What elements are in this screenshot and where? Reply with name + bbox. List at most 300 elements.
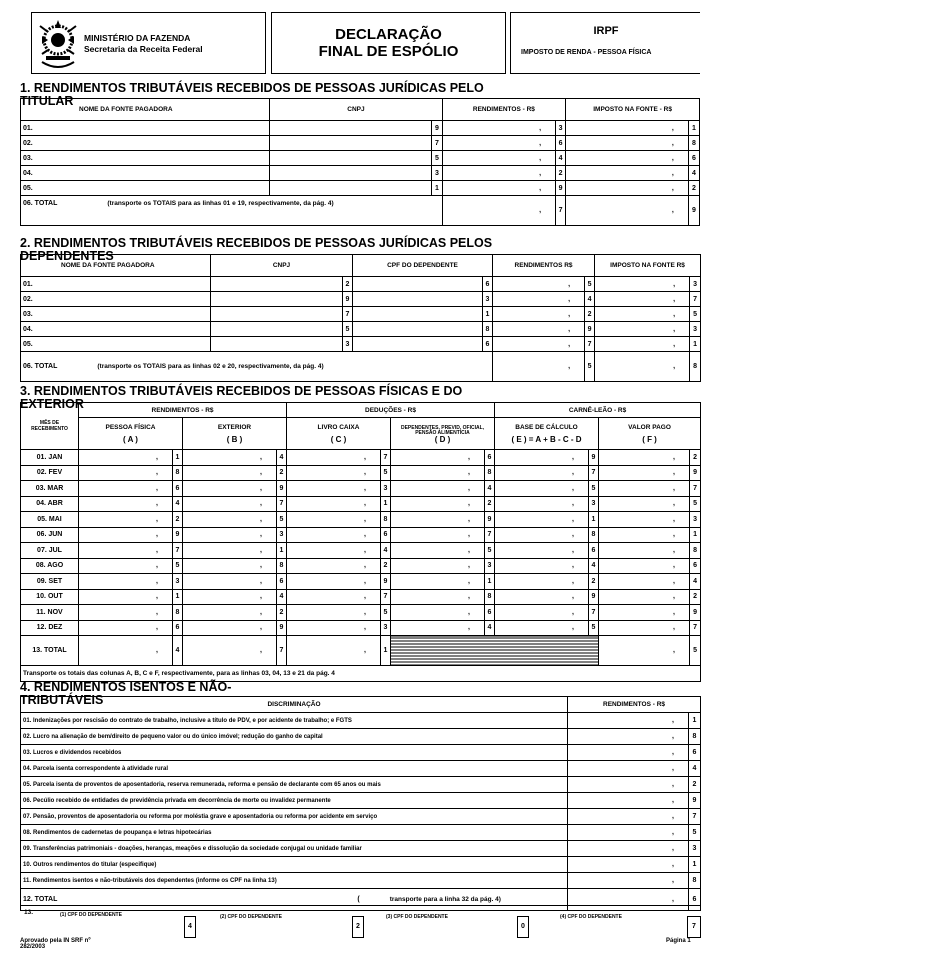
s3-d-field[interactable]: ,: [391, 450, 485, 466]
s1-cnpj-field[interactable]: [270, 181, 432, 196]
s3-a-field[interactable]: ,: [79, 605, 173, 621]
s2-cnpj-field[interactable]: [211, 307, 343, 322]
table-row: [21, 481, 701, 497]
s1-cnpj-field[interactable]: [270, 151, 432, 166]
s3-f-digit: 7: [690, 620, 701, 636]
s2-total-imp[interactable]: ,: [595, 352, 690, 382]
s2-imp-field[interactable]: ,: [595, 277, 690, 292]
s3-b-digit: 6: [277, 574, 287, 590]
title-line-1: DECLARAÇÃO: [335, 26, 442, 43]
s3-a-field[interactable]: ,: [79, 574, 173, 590]
table-row: [21, 745, 701, 761]
s4-row-digit: 7: [689, 809, 701, 825]
s3-e-digit: 1: [589, 512, 599, 528]
s3-a-field[interactable]: ,: [79, 543, 173, 559]
s4-row-value[interactable]: ,: [568, 857, 689, 873]
s3-a-digit: 6: [173, 481, 183, 497]
s3-a-field[interactable]: ,: [79, 620, 173, 636]
table-row: [21, 307, 701, 322]
s2-rend-digit: 7: [585, 337, 595, 352]
s2-cnpj-digit: 7: [343, 307, 353, 322]
s3-b-field[interactable]: ,: [183, 605, 277, 621]
s1-rend-field[interactable]: ,: [442, 121, 556, 136]
s1-imp-field[interactable]: ,: [566, 181, 689, 196]
s3-c-field[interactable]: ,: [287, 450, 381, 466]
s1-imp-field[interactable]: ,: [566, 121, 689, 136]
s3-d-field[interactable]: ,: [391, 496, 485, 512]
s3-b-field[interactable]: ,: [183, 512, 277, 528]
s3-f-field[interactable]: ,: [599, 496, 690, 512]
s3-e-digit: 5: [589, 481, 599, 497]
s1-imp-digit: 8: [688, 136, 699, 151]
s4-row-value[interactable]: ,: [568, 873, 689, 889]
s1-fonte-field[interactable]: 04.: [21, 166, 270, 181]
s3-total-f[interactable]: ,: [599, 636, 690, 666]
s3-d-digit: 8: [485, 589, 495, 605]
s3-total-b[interactable]: ,: [183, 636, 277, 666]
s3-f-field[interactable]: ,: [599, 620, 690, 636]
table-row: [21, 121, 700, 136]
table-row: [21, 450, 701, 466]
s3-a-field[interactable]: ,: [79, 496, 173, 512]
s3-d-field[interactable]: ,: [391, 620, 485, 636]
s4-row-digit: 8: [689, 729, 701, 745]
s3-d-field[interactable]: ,: [391, 574, 485, 590]
s3-d-field[interactable]: ,: [391, 481, 485, 497]
s2-imp-digit: 3: [690, 322, 701, 337]
s3-c-field[interactable]: ,: [287, 481, 381, 497]
s3-a-digit: 7: [173, 543, 183, 559]
s3-a-digit: 9: [173, 527, 183, 543]
s2-cnpj-field[interactable]: [211, 292, 343, 307]
s3-f-field[interactable]: ,: [599, 465, 690, 481]
s3-b-field[interactable]: ,: [183, 620, 277, 636]
s3-f-digit: 5: [690, 496, 701, 512]
s3-d-field[interactable]: ,: [391, 543, 485, 559]
s2-rend-field[interactable]: ,: [493, 307, 585, 322]
s3-total-f-digit: 5: [690, 636, 701, 666]
s3-b-field[interactable]: ,: [183, 589, 277, 605]
s2-fonte-field[interactable]: 05.: [21, 337, 211, 352]
s3-d-digit: 3: [485, 558, 495, 574]
footer-page-number: Página 1: [666, 938, 691, 944]
s3-b-field[interactable]: ,: [183, 574, 277, 590]
cpf-dependente-4-field[interactable]: 7: [687, 916, 701, 938]
s3-f-field[interactable]: ,: [599, 558, 690, 574]
s3-a-field[interactable]: ,: [79, 465, 173, 481]
s1-fonte-field[interactable]: 05.: [21, 181, 270, 196]
s3-d-digit: 6: [485, 450, 495, 466]
s1-cnpj-digit: 9: [432, 121, 442, 136]
section-4-title: 4. RENDIMENTOS ISENTOS E NÃO- TRIBUTÁVEIS: [20, 680, 232, 707]
section-1-table: [20, 98, 700, 226]
s2-total-rend[interactable]: ,: [493, 352, 585, 382]
s2-cnpj-digit: 2: [343, 277, 353, 292]
s3-c-digit: 3: [381, 481, 391, 497]
s1-col-imp: IMPOSTO NA FONTE - R$: [566, 99, 700, 121]
s2-fonte-field[interactable]: 02.: [21, 292, 211, 307]
s4-total-value[interactable]: ,: [568, 889, 689, 911]
table-row: [21, 292, 701, 307]
s3-c-digit: 2: [381, 558, 391, 574]
s3-b-digit: 2: [277, 465, 287, 481]
s1-rend-digit: 9: [556, 181, 566, 196]
s3-total-label: 13. TOTAL: [21, 636, 79, 666]
s3-e-field[interactable]: ,: [495, 543, 589, 559]
s3-d-field[interactable]: ,: [391, 527, 485, 543]
s3-c-field[interactable]: ,: [287, 605, 381, 621]
s3-e-digit: 7: [589, 465, 599, 481]
s3-e-digit: 9: [589, 450, 599, 466]
table-row: [21, 337, 701, 352]
table-row: [21, 181, 700, 196]
s3-col-d: DEPENDENTES, PREVID. OFICIAL, PENSÃO ALIMENTÍCIA ( D ): [391, 418, 495, 450]
s1-imp-field[interactable]: ,: [566, 166, 689, 181]
s3-f-digit: 2: [690, 589, 701, 605]
s3-col-f: VALOR PAGO ( F ): [599, 418, 701, 450]
s1-cnpj-digit: 5: [432, 151, 442, 166]
s3-e-field[interactable]: ,: [495, 620, 589, 636]
s3-f-digit: 3: [690, 512, 701, 528]
s2-imp-digit: 7: [690, 292, 701, 307]
s3-e-field[interactable]: ,: [495, 558, 589, 574]
s3-group-rendimentos: RENDIMENTOS - R$: [79, 403, 287, 418]
table-row: [21, 589, 701, 605]
s3-month-label: 04. ABR: [21, 496, 79, 512]
s2-rend-field[interactable]: ,: [493, 322, 585, 337]
s2-rend-field[interactable]: ,: [493, 277, 585, 292]
table-row: [21, 825, 701, 841]
s3-b-digit: 3: [277, 527, 287, 543]
s3-a-field[interactable]: ,: [79, 589, 173, 605]
s3-e-digit: 6: [589, 543, 599, 559]
s4-row-value[interactable]: ,: [568, 809, 689, 825]
s1-fonte-field[interactable]: 01.: [21, 121, 270, 136]
s3-e-field[interactable]: ,: [495, 496, 589, 512]
s1-total-rend[interactable]: ,: [442, 196, 556, 226]
s3-c-field[interactable]: ,: [287, 558, 381, 574]
s1-total-row: 06. TOTAL (transporte os TOTAIS para as linhas 01 e 19, respectivamente, da pág. 4): [21, 196, 443, 226]
s3-f-digit: 9: [690, 605, 701, 621]
section-3-table: [20, 402, 701, 682]
s3-b-field[interactable]: ,: [183, 527, 277, 543]
s3-f-field[interactable]: ,: [599, 450, 690, 466]
table-row: [21, 558, 701, 574]
s3-e-field[interactable]: ,: [495, 465, 589, 481]
s2-cpf-digit: 6: [483, 277, 493, 292]
s3-e-digit: 8: [589, 527, 599, 543]
s3-b-digit: 9: [277, 481, 287, 497]
s3-f-field[interactable]: ,: [599, 512, 690, 528]
s2-col-name: NOME DA FONTE PAGADORA: [21, 255, 211, 277]
s1-cnpj-field[interactable]: [270, 121, 432, 136]
s3-d-field[interactable]: ,: [391, 589, 485, 605]
s1-cnpj-field[interactable]: [270, 166, 432, 181]
s2-fonte-field[interactable]: 01.: [21, 277, 211, 292]
s3-total-c[interactable]: ,: [287, 636, 381, 666]
s2-cpf-field[interactable]: [353, 277, 483, 292]
table-row: [21, 151, 700, 166]
s3-a-digit: 1: [173, 450, 183, 466]
s2-cnpj-field[interactable]: [211, 277, 343, 292]
s4-row-value[interactable]: ,: [568, 841, 689, 857]
form-description: IMPOSTO DE RENDA - PESSOA FÍSICA: [521, 49, 652, 56]
s2-rend-digit: 9: [585, 322, 595, 337]
coat-of-arms-icon: [36, 16, 80, 70]
s3-d-digit: 4: [485, 481, 495, 497]
s2-col-rend: RENDIMENTOS R$: [493, 255, 595, 277]
table-row: [21, 465, 701, 481]
s3-d-field[interactable]: ,: [391, 512, 485, 528]
s4-row-value[interactable]: ,: [568, 761, 689, 777]
s3-c-field[interactable]: ,: [287, 496, 381, 512]
cpf-dependente-3-field[interactable]: 0: [517, 916, 529, 938]
footer-approved: Aprovado pela IN SRF nº 282/2003: [20, 938, 91, 950]
s3-e-digit: 9: [589, 589, 599, 605]
s3-f-digit: 6: [690, 558, 701, 574]
s3-e-digit: 7: [589, 605, 599, 621]
s1-rend-field[interactable]: ,: [442, 136, 556, 151]
s3-total-a-digit: 4: [173, 636, 183, 666]
s2-imp-field[interactable]: ,: [595, 307, 690, 322]
s3-f-field[interactable]: ,: [599, 589, 690, 605]
s4-row-description: 08. Rendimentos de cadernetas de poupança e letras hipotecárias: [21, 825, 568, 841]
s3-a-digit: 6: [173, 620, 183, 636]
s3-c-digit: 6: [381, 527, 391, 543]
s3-f-digit: 1: [690, 527, 701, 543]
s4-row-value[interactable]: ,: [568, 793, 689, 809]
s3-a-field[interactable]: ,: [79, 527, 173, 543]
section-1-title: 1. RENDIMENTOS TRIBUTÁVEIS RECEBIDOS DE PESSOAS JURÍDICAS PELO TITULAR: [20, 81, 484, 108]
s3-f-digit: 2: [690, 450, 701, 466]
s4-row-value[interactable]: ,: [568, 713, 689, 729]
table-row: [21, 136, 700, 151]
s3-note: Transporte os totais das colunas A, B, C e F, respectivamente, para as linhas 03, 04, 13 e 21 da pág. 4: [21, 666, 701, 682]
s3-e-field[interactable]: ,: [495, 527, 589, 543]
table-row: [21, 527, 701, 543]
s3-b-digit: 7: [277, 496, 287, 512]
s3-c-digit: 5: [381, 605, 391, 621]
s2-rend-field[interactable]: ,: [493, 292, 585, 307]
s2-cnpj-field[interactable]: [211, 337, 343, 352]
s2-cpf-field[interactable]: [353, 337, 483, 352]
s3-month-label: 01. JAN: [21, 450, 79, 466]
table-row: [21, 496, 701, 512]
s2-rend-field[interactable]: ,: [493, 337, 585, 352]
s3-month-label: 11. NOV: [21, 605, 79, 621]
s1-cnpj-field[interactable]: [270, 136, 432, 151]
s3-a-field[interactable]: ,: [79, 450, 173, 466]
s3-b-field[interactable]: ,: [183, 558, 277, 574]
s4-row-digit: 1: [689, 713, 701, 729]
s3-b-digit: 8: [277, 558, 287, 574]
s2-fonte-field[interactable]: 04.: [21, 322, 211, 337]
cpf-dependente-2-label: (2) CPF DO DEPENDENTE: [220, 914, 282, 920]
s3-d-digit: 1: [485, 574, 495, 590]
s1-rend-field[interactable]: ,: [442, 166, 556, 181]
s1-col-name: NOME DA FONTE PAGADORA: [21, 99, 270, 121]
s3-col-e: BASE DE CÁLCULO ( E ) = A + B - C - D: [495, 418, 599, 450]
cpf-dependente-1-field[interactable]: 4: [184, 916, 196, 938]
s1-imp-field[interactable]: ,: [566, 136, 689, 151]
s3-e-field[interactable]: ,: [495, 589, 589, 605]
s3-e-digit: 3: [589, 496, 599, 512]
s1-imp-digit: 1: [688, 121, 699, 136]
table-row: [21, 761, 701, 777]
s3-a-field[interactable]: ,: [79, 481, 173, 497]
s4-row-digit: 5: [689, 825, 701, 841]
s3-total-a[interactable]: ,: [79, 636, 173, 666]
s3-total-c-digit: 1: [381, 636, 391, 666]
s3-c-digit: 9: [381, 574, 391, 590]
s1-total-imp[interactable]: ,: [566, 196, 689, 226]
s1-imp-field[interactable]: ,: [566, 151, 689, 166]
s4-row-value[interactable]: ,: [568, 729, 689, 745]
s2-imp-field[interactable]: ,: [595, 337, 690, 352]
s3-month-label: 08. AGO: [21, 558, 79, 574]
s4-row-digit: 2: [689, 777, 701, 793]
s3-b-digit: 9: [277, 620, 287, 636]
s1-rend-digit: 6: [556, 136, 566, 151]
s4-row-description: 10. Outros rendimentos do titular (especifique): [21, 857, 568, 873]
s3-f-field[interactable]: ,: [599, 481, 690, 497]
s4-row-digit: 8: [689, 873, 701, 889]
s4-row-digit: 1: [689, 857, 701, 873]
s3-b-field[interactable]: ,: [183, 543, 277, 559]
s2-cpf-field[interactable]: [353, 322, 483, 337]
cpf-dependente-2-field[interactable]: 2: [352, 916, 364, 938]
s2-col-imp: IMPOSTO NA FONTE R$: [595, 255, 701, 277]
s3-b-field[interactable]: ,: [183, 465, 277, 481]
s3-b-digit: 2: [277, 605, 287, 621]
s3-f-field[interactable]: ,: [599, 543, 690, 559]
s1-col-cnpj: CNPJ: [270, 99, 442, 121]
s3-d-digit: 9: [485, 512, 495, 528]
s2-cpf-digit: 1: [483, 307, 493, 322]
s3-a-digit: 5: [173, 558, 183, 574]
table-row: [21, 277, 701, 292]
s3-month-label: 03. MAR: [21, 481, 79, 497]
s3-d-digit: 8: [485, 465, 495, 481]
s2-cnpj-field[interactable]: [211, 322, 343, 337]
s3-a-field[interactable]: ,: [79, 558, 173, 574]
s4-row-value[interactable]: ,: [568, 745, 689, 761]
table-row: [21, 166, 700, 181]
s2-imp-field[interactable]: ,: [595, 292, 690, 307]
s1-rend-digit: 4: [556, 151, 566, 166]
ministry-name: MINISTÉRIO DA FAZENDA: [84, 33, 191, 43]
s3-d-digit: 4: [485, 620, 495, 636]
s3-col-b: EXTERIOR ( B ): [183, 418, 287, 450]
s3-d-field[interactable]: ,: [391, 605, 485, 621]
s2-cpf-digit: 3: [483, 292, 493, 307]
s3-d-field[interactable]: ,: [391, 465, 485, 481]
s1-rend-field[interactable]: ,: [442, 181, 556, 196]
s1-imp-digit: 6: [688, 151, 699, 166]
s4-row-value[interactable]: ,: [568, 777, 689, 793]
header-title-box: [271, 12, 506, 74]
s3-c-digit: 4: [381, 543, 391, 559]
s3-a-digit: 3: [173, 574, 183, 590]
s4-row-description: 01. Indenizações por rescisão do contrato de trabalho, inclusive a título de PDV, e por acidente de trabalho; e FGTS: [21, 713, 568, 729]
cpf-dependente-1-label: (1) CPF DO DEPENDENTE: [60, 912, 122, 918]
table-row: [21, 857, 701, 873]
s3-f-field[interactable]: ,: [599, 527, 690, 543]
s3-c-field[interactable]: ,: [287, 527, 381, 543]
s3-e-field[interactable]: ,: [495, 481, 589, 497]
s2-imp-field[interactable]: ,: [595, 322, 690, 337]
s3-c-field[interactable]: ,: [287, 574, 381, 590]
s4-row-value[interactable]: ,: [568, 825, 689, 841]
s1-col-rend: RENDIMENTOS - R$: [442, 99, 566, 121]
table-row: [21, 574, 701, 590]
s3-c-field[interactable]: ,: [287, 589, 381, 605]
s3-a-digit: 4: [173, 496, 183, 512]
section-4-table: [20, 696, 701, 911]
s1-cnpj-digit: 7: [432, 136, 442, 151]
s1-fonte-field[interactable]: 02.: [21, 136, 270, 151]
s3-a-field[interactable]: ,: [79, 512, 173, 528]
s3-c-field[interactable]: ,: [287, 512, 381, 528]
table-row: [21, 873, 701, 889]
s1-imp-digit: 2: [688, 181, 699, 196]
s2-cpf-field[interactable]: [353, 292, 483, 307]
s3-b-field[interactable]: ,: [183, 481, 277, 497]
s2-col-cpf: CPF DO DEPENDENTE: [353, 255, 493, 277]
s1-fonte-field[interactable]: 03.: [21, 151, 270, 166]
s3-c-field[interactable]: ,: [287, 465, 381, 481]
s3-c-field[interactable]: ,: [287, 543, 381, 559]
s3-c-field[interactable]: ,: [287, 620, 381, 636]
s3-e-field[interactable]: ,: [495, 512, 589, 528]
s3-c-digit: 1: [381, 496, 391, 512]
s1-rend-field[interactable]: ,: [442, 151, 556, 166]
s3-b-field[interactable]: ,: [183, 450, 277, 466]
s2-cnpj-digit: 9: [343, 292, 353, 307]
s2-total-imp-digit: 8: [690, 352, 701, 382]
s4-row-description: 11. Rendimentos isentos e não-tributáveis dos dependentes (informe os CPF na linha 13): [21, 873, 568, 889]
s3-e-field[interactable]: ,: [495, 574, 589, 590]
table-row: [21, 841, 701, 857]
s1-total-rend-digit: 7: [556, 196, 566, 226]
table-row: [21, 809, 701, 825]
s3-d-field[interactable]: ,: [391, 558, 485, 574]
table-row: [21, 777, 701, 793]
s3-c-digit: 8: [381, 512, 391, 528]
s3-total-b-digit: 7: [277, 636, 287, 666]
s1-rend-digit: 3: [556, 121, 566, 136]
cpf-dependente-4-label: (4) CPF DO DEPENDENTE: [560, 914, 622, 920]
s2-fonte-field[interactable]: 03.: [21, 307, 211, 322]
s2-cpf-field[interactable]: [353, 307, 483, 322]
s3-e-field[interactable]: ,: [495, 450, 589, 466]
s3-f-field[interactable]: ,: [599, 574, 690, 590]
s3-f-digit: 4: [690, 574, 701, 590]
s3-e-digit: 4: [589, 558, 599, 574]
s3-f-field[interactable]: ,: [599, 605, 690, 621]
s3-month-label: 06. JUN: [21, 527, 79, 543]
s4-row-description: 03. Lucros e dividendos recebidos: [21, 745, 568, 761]
s2-cnpj-digit: 5: [343, 322, 353, 337]
s3-b-field[interactable]: ,: [183, 496, 277, 512]
table-row: [21, 605, 701, 621]
s2-cpf-digit: 8: [483, 322, 493, 337]
s3-b-digit: 1: [277, 543, 287, 559]
s3-b-digit: 4: [277, 589, 287, 605]
s4-row-digit: 9: [689, 793, 701, 809]
s3-e-field[interactable]: ,: [495, 605, 589, 621]
s1-rend-digit: 2: [556, 166, 566, 181]
